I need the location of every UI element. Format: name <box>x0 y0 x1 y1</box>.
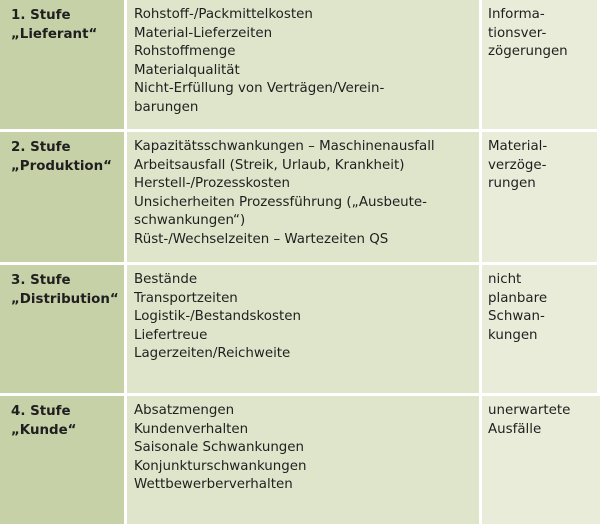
stage-name: „Distribution“ <box>11 291 119 307</box>
factors-cell <box>127 396 482 524</box>
factor-item: Transportzeiten <box>134 290 238 306</box>
factor-item: Bestände <box>134 272 198 287</box>
factor-item: Materialqualität <box>134 62 240 78</box>
factor-item: Kundenverhalten <box>134 421 249 437</box>
factors-cell <box>127 265 482 393</box>
stage-cell <box>0 265 127 393</box>
effect-line: zögerungen <box>488 44 568 60</box>
effect-line: Ausfälle <box>488 421 542 437</box>
factor-item: Absatzmengen <box>134 403 235 418</box>
stage-number: 4. Stufe <box>11 404 71 419</box>
stage-number: 3. Stufe <box>11 273 71 288</box>
stage-number: 2. Stufe <box>11 140 71 155</box>
stage-number: 1. Stufe <box>11 8 71 23</box>
stage-cell <box>0 396 127 524</box>
factor-item: Nicht-Erfüllung von Verträgen/Verein- <box>134 81 385 97</box>
effect-cell <box>482 0 600 129</box>
effect-line: Schwan- <box>488 309 545 325</box>
factor-item: Logistik-/Bestandskosten <box>134 309 301 325</box>
effect-line: tionsver- <box>488 25 547 41</box>
effect-cell <box>482 396 600 524</box>
effect-line: unerwartete <box>488 403 571 418</box>
factor-item: Arbeitsausfall (Streik, Urlaub, Krankheit) <box>134 157 405 173</box>
factor-item: Unsicherheiten Prozessführung („Ausbeute- <box>134 194 427 210</box>
stage-cell <box>0 0 127 129</box>
factor-item: Rohstoffmenge <box>134 44 236 60</box>
factor-item: Konjunkturschwankungen <box>134 458 307 474</box>
factor-item: Liefertreue <box>134 327 208 343</box>
factor-item: Saisonale Schwankungen <box>134 440 305 456</box>
factor-item: Lagerzeiten/Reichweite <box>134 346 291 362</box>
factors-cell <box>127 132 482 262</box>
factor-item: Material-Lieferzeiten <box>134 25 273 41</box>
effect-line: Material- <box>488 139 548 154</box>
effect-line: Informa- <box>488 7 545 22</box>
stage-cell <box>0 132 127 262</box>
stage-name: „Kunde“ <box>11 422 77 438</box>
factor-item: barungen <box>134 99 199 115</box>
factor-item: Rohstoff-/Packmittelkosten <box>134 7 313 22</box>
effect-line: kungen <box>488 327 538 343</box>
factor-item: Kapazitätsschwankungen – Maschinenausfall <box>134 139 435 154</box>
factor-item: Wettbewerberverhalten <box>134 477 293 493</box>
factors-cell <box>127 0 482 129</box>
effect-line: verzöge- <box>488 157 547 173</box>
factor-item: schwankungen“) <box>134 213 246 229</box>
effect-cell <box>482 132 600 262</box>
effect-cell <box>482 265 600 393</box>
stage-name: „Lieferant“ <box>11 26 98 42</box>
effect-line: planbare <box>488 290 548 306</box>
effect-line: nicht <box>488 272 522 287</box>
factor-item: Herstell-/Prozesskosten <box>134 176 290 192</box>
effect-line: rungen <box>488 176 536 192</box>
factor-item: Rüst-/Wechselzeiten – Wartezeiten QS <box>134 231 389 247</box>
stage-name: „Produktion“ <box>11 158 112 174</box>
